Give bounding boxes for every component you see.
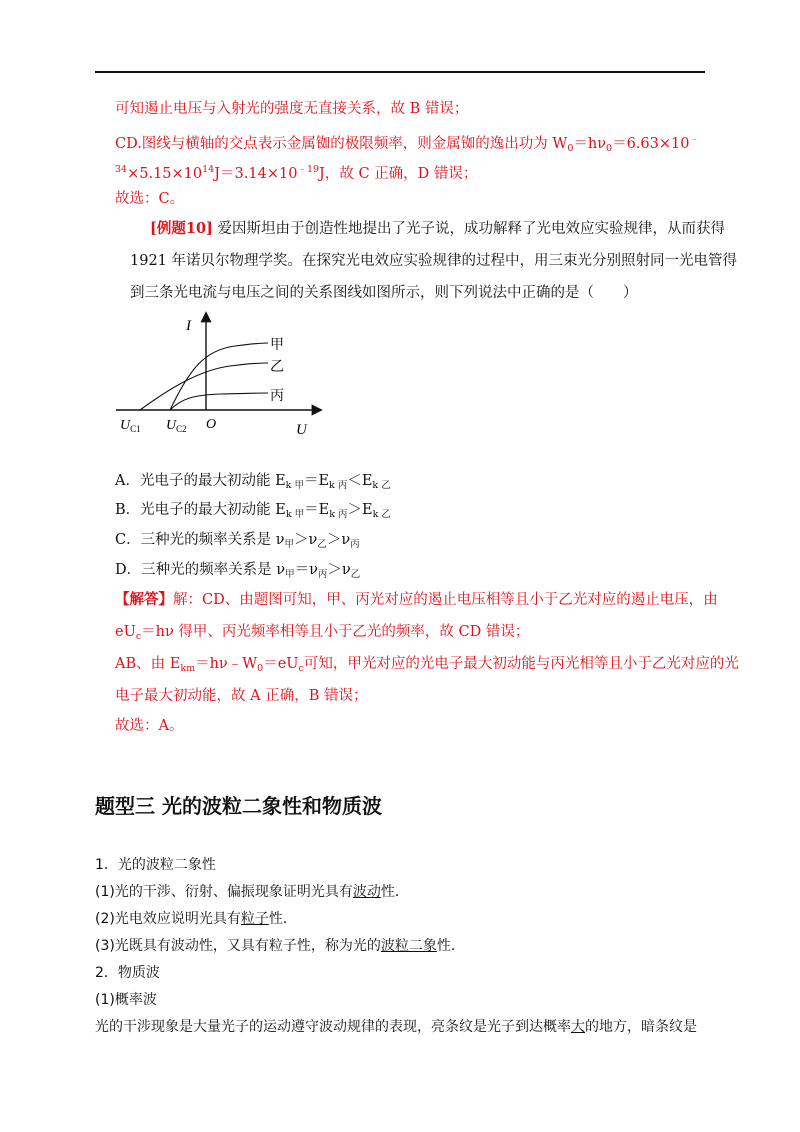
- curve-bing: [170, 393, 268, 410]
- x-axis-label: U: [296, 422, 307, 438]
- prev-solution-line-1: 可知遏止电压与入射光的强度无直接关系，故 B 错误；: [115, 101, 469, 117]
- option-d: D．三种光的频率关系是 $\nu_甲=\nu_丙>\nu_乙$: [115, 562, 361, 580]
- example-line-1: [例题10] 爱因斯坦由于创造性地提出了光子说，成功解释了光电效应实验规律，从而获得: [150, 220, 726, 237]
- answer-line-5: 故选：A。: [115, 718, 184, 734]
- answer-line-4: 电子最大初动能，故 A 正确，B 错误；: [115, 688, 368, 704]
- prev-solution-line-4: 故选：C。: [115, 191, 185, 207]
- header-rule: [95, 71, 705, 73]
- answer-tag: 【解答】: [115, 591, 173, 608]
- section-item-1: 1．光的波粒二象性: [95, 857, 216, 873]
- section-item-4: (3)光既具有波动性，又具有粒子性，称为光的波粒二象性．: [95, 938, 465, 954]
- example-tag: [例题10]: [150, 220, 213, 237]
- example-line-3: 到三条光电流与电压之间的关系图线如图所示，则下列说法中正确的是（ ）: [130, 285, 638, 301]
- section-item-5: 2．物质波: [95, 965, 160, 981]
- curve-label-bing: 丙: [270, 389, 284, 404]
- option-a: A．光电子的最大初动能 $E_{k 甲}=E_{k 丙}<E_{k 乙}$: [115, 473, 391, 491]
- answer-line-1: 【解答】解：CD、由题图可知，甲、丙光对应的遏止电压相等且小于乙光对应的遏止电压，由: [115, 591, 718, 608]
- answer-line-3: AB、由 $E_{km}=h\nu﹣W_0=eU_c$可知，甲光对应的光电子最大初动能与丙光相等且小于乙光对应的光: [115, 656, 739, 674]
- uc2-label: $U_{C2}$: [166, 418, 187, 434]
- curve-yi: [140, 363, 268, 410]
- section-item-7: 光的干涉现象是大量光子的运动遵守波动规律的表现，亮条纹是光子到达概率大的地方，暗条纹是: [95, 1019, 697, 1035]
- prev-solution-line-3: $^{34}\times 5.15\times 10^{14}J=3.14\times 10^{﹣19}J$，故 C 正确，D 错误；: [115, 164, 478, 182]
- section-heading: 题型三 光的波粒二象性和物质波: [95, 794, 382, 818]
- example-line-2: 1921 年诺贝尔物理学奖。在探究光电效应实验规律的过程中，用三束光分别照射同一光电管得: [130, 253, 738, 269]
- origin-label: O: [206, 417, 217, 432]
- uc1-label: $U_{C1}$: [120, 418, 141, 434]
- photocurrent-graph: [110, 308, 330, 444]
- option-b: B．光电子的最大初动能 $E_{k 甲}=E_{k 丙}>E_{k 乙}$: [115, 502, 391, 520]
- section-item-6: (1)概率波: [95, 992, 157, 1008]
- y-axis-label: I: [186, 318, 191, 334]
- curve-label-jia: 甲: [270, 338, 284, 353]
- prev-solution-line-2: CD.图线与横轴的交点表示金属铷的极限频率，则金属铷的逸出功为 $W_0=h\nu_0=6.63\times 10^﹣$: [115, 134, 699, 154]
- answer-line-2: $eU_c=h\nu$ 得甲、丙光频率相等且小于乙光的频率，故 CD 错误；: [115, 624, 530, 642]
- section-item-2: (1)光的干涉、衍射、偏振现象证明光具有波动性．: [95, 884, 409, 900]
- option-c: C．三种光的频率关系是 $\nu_甲>\nu_乙>\nu_丙$: [115, 532, 360, 550]
- section-item-3: (2)光电效应说明光具有粒子性．: [95, 911, 297, 927]
- curve-label-yi: 乙: [270, 360, 284, 375]
